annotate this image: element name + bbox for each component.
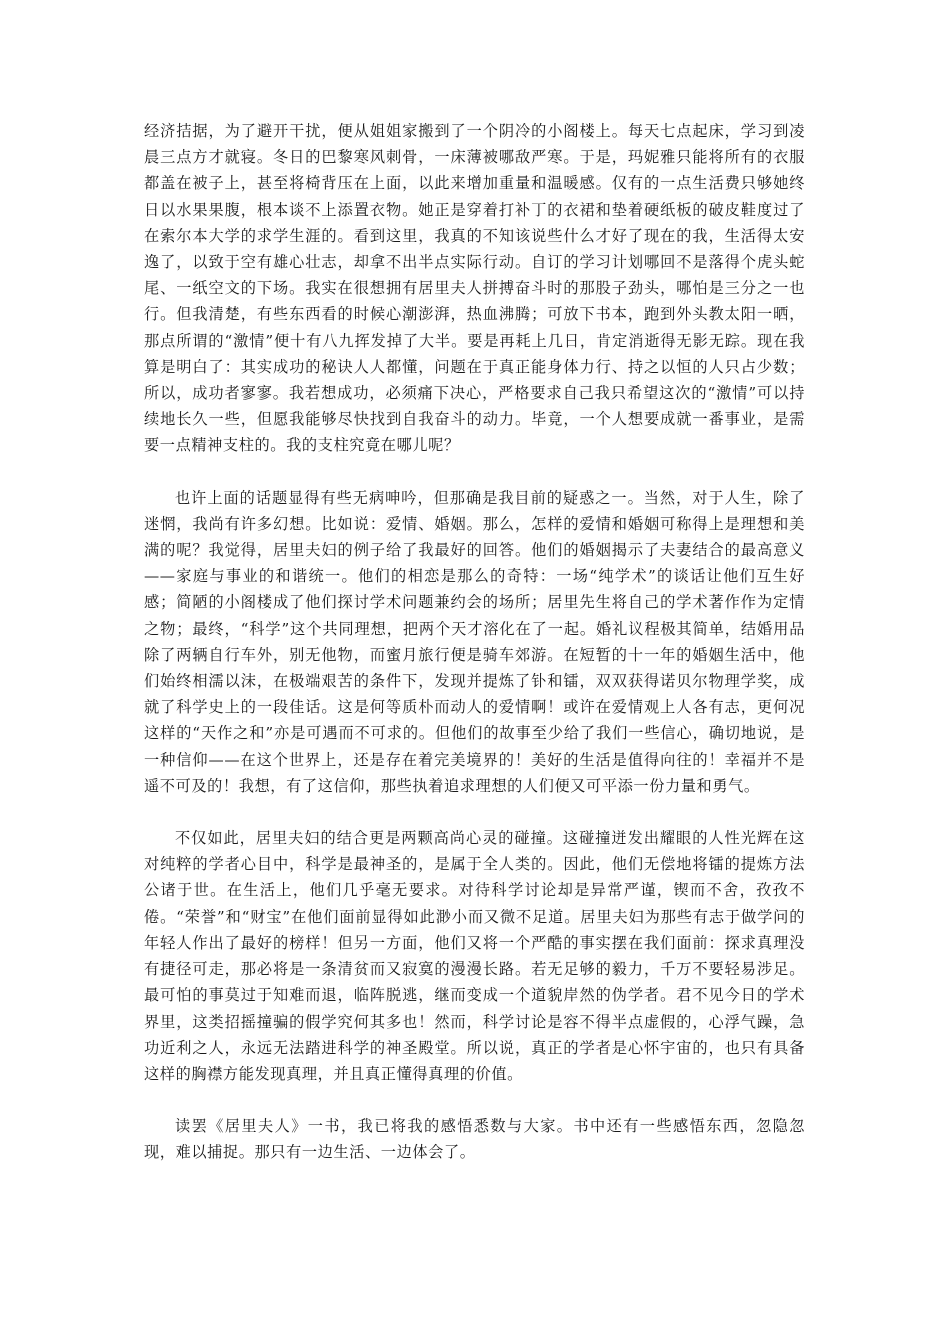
paragraph-gap — [144, 799, 805, 825]
paragraph-gap — [144, 1087, 805, 1113]
paragraph-2: 也许上面的话题显得有些无病呻吟，但那确是我目前的疑惑之一。当然，对于人生，除了迷惘，我尚有许多幻想。比如说：爱情、婚姻。那么，怎样的爱情和婚姻可称得上是理想和美满的呢？我觉得，居里夫妇的例子给了我最好的回答。他们的婚姻揭示了夫妻结合的最高意义——家庭与事业的和谐统一。他们的相恋是那么的奇特：一场“纯学术”的谈话让他们互生好感；简陋的小阁楼成了他们探讨学术问题兼约会的场所；居里先生将自己的学术著作作为定情之物；最终，“科学”这个共同理想，把两个天才溶化在了一起。婚礼议程极其简单，结婚用品除了两辆自行车外，别无他物，而蜜月旅行便是骑车郊游。在短暂的十一年的婚姻生活中，他们始终相濡以沫，在极端艰苦的条件下，发现并提炼了钋和镭，双双获得诺贝尔物理学奖，成就了科学史上的一段佳话。这是何等质朴而动人的爱情啊！或许在爱情观上人各有志，更何况这样的“天作之和”亦是可遇而不可求的。但他们的故事至少给了我们一些信心，确切地说，是一种信仰——在这个世界上，还是存在着完美境界的！美好的生活是值得向往的！幸福并不是遥不可及的！我想，有了这信仰，那些执着追求理想的人们便又可平添一份力量和勇气。 — [144, 488, 805, 795]
document-page — [144, 118, 805, 1166]
paragraph-3: 不仅如此，居里夫妇的结合更是两颗高尚心灵的碰撞。这碰撞迸发出耀眼的人性光辉在这对纯粹的学者心目中，科学是最神圣的，是属于全人类的。因此，他们无偿地将镭的提炼方法公诸于世。在生活上，他们几乎毫无要求。对待科学讨论却是异常严谨，锲而不舍，孜孜不倦。“荣誉”和“财宝”在他们面前显得如此渺小而又微不足道。居里夫妇为那些有志于做学问的年轻人作出了最好的榜样！但另一方面，他们又将一个严酷的事实摆在我们面前：探求真理没有捷径可走，那必将是一条清贫而又寂寞的漫漫长路。若无足够的毅力，千万不要轻易涉足。最可怕的事莫过于知难而退，临阵脱逃，继而变成一个道貌岸然的伪学者。君不见今日的学术界里，这类招摇撞骗的假学究何其多也！然而，科学讨论是容不得半点虚假的，心浮气躁，急功近利之人，永远无法踏进科学的神圣殿堂。所以说，真正的学者是心怀宇宙的，也只有具备这样的胸襟方能发现真理，并且真正懂得真理的价值。 — [144, 829, 805, 1083]
paragraph-4: 读罢《居里夫人》一书，我已将我的感悟悉数与大家。书中还有一些感悟东西，忽隐忽现，难以捕捉。那只有一边生活、一边体会了。 — [144, 1117, 805, 1162]
paragraph-1: 经济拮据，为了避开干扰，便从姐姐家搬到了一个阴冷的小阁楼上。每天七点起床，学习到凌晨三点方才就寝。冬日的巴黎寒风刺骨，一床薄被哪敌严寒。于是，玛妮雅只能将所有的衣服都盖在被子上，甚至将椅背压在上面，以此来增加重量和温暖感。仅有的一点生活费只够她终日以水果果腹，根本谈不上添置衣物。她正是穿着打补丁的衣裙和垫着硬纸板的破皮鞋度过了在索尔本大学的求学生涯的。看到这里，我真的不知该说些什么才好了现在的我，生活得太安逸了，以致于空有雄心壮志，却拿不出半点实际行动。自订的学习计划哪回不是落得个虎头蛇尾、一纸空文的下场。我实在很想拥有居里夫人拼搏奋斗时的那股子劲头，哪怕是三分之一也行。但我清楚，有些东西看的时候心潮澎湃，热血沸腾；可放下书本，跑到外头教太阳一晒，那点所谓的“激情”便十有八九挥发掉了大半。要是再耗上几日，肯定消逝得无影无踪。现在我算是明白了：其实成功的秘诀人人都懂，问题在于真正能身体力行、持之以恒的人只占少数；所以，成功者寥寥。我若想成功，必须痛下决心，严格要求自己我只希望这次的“激情”可以持续地长久一些，但愿我能够尽快找到自我奋斗的动力。毕竟，一个人想要成就一番事业，是需要一点精神支柱的。我的支柱究竟在哪儿呢？ — [144, 122, 805, 455]
paragraph-gap — [144, 459, 805, 485]
